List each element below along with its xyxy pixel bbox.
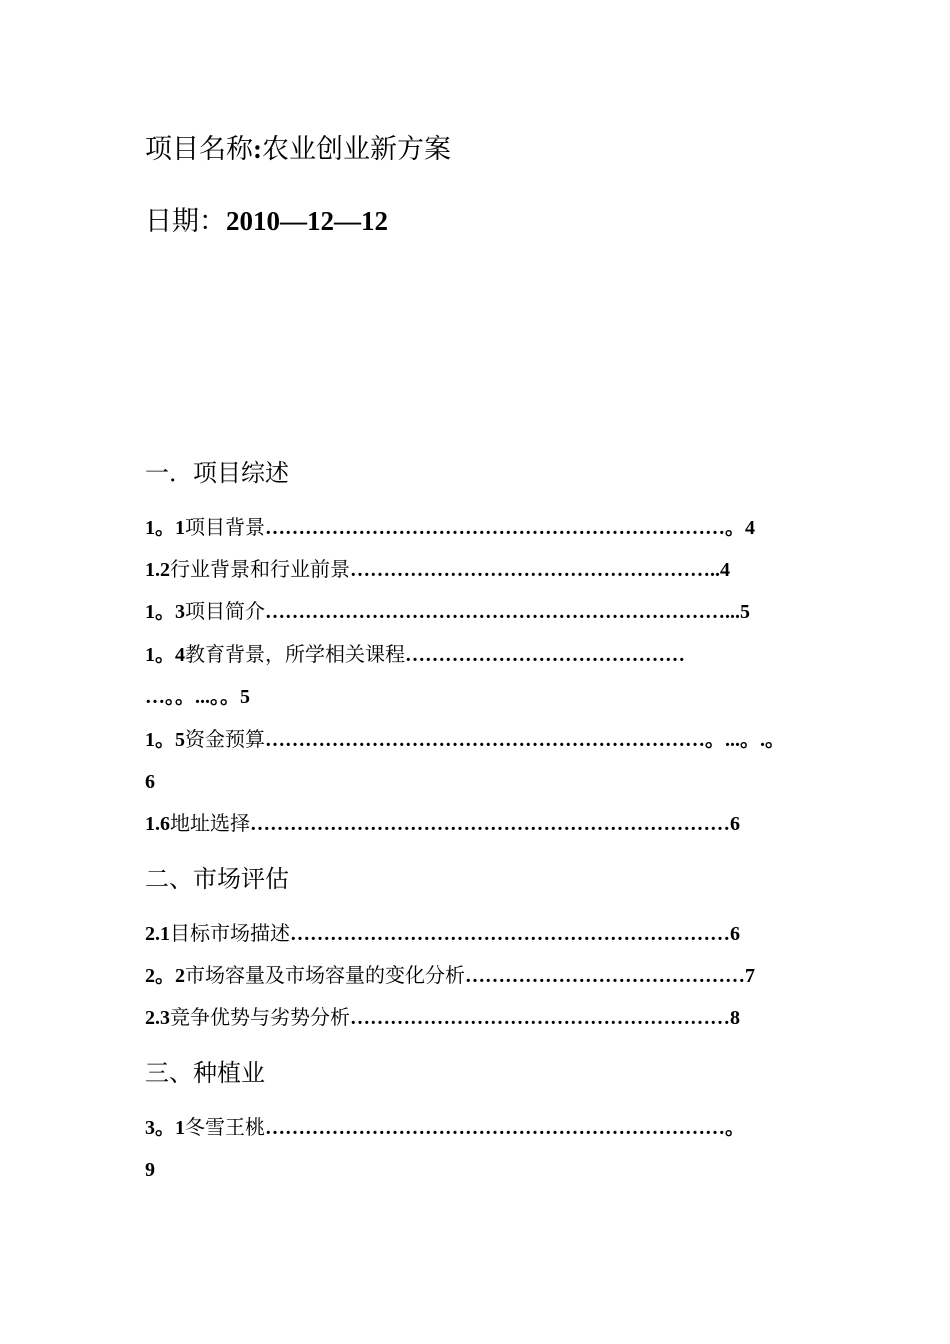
toc-entry-page: 8: [730, 1007, 740, 1029]
toc-entry[interactable]: [145, 921, 740, 947]
toc-entry-number: 1.2: [145, 559, 170, 581]
toc-entry[interactable]: [145, 1005, 740, 1031]
project-date: [145, 204, 388, 238]
toc-entry-continuation[interactable]: [145, 684, 250, 710]
toc-entry-number: 2.3: [145, 1007, 170, 1029]
toc-section-heading-3: 三、种植业: [145, 1061, 265, 1087]
toc-entry-text: 行业背景和行业前景: [170, 559, 350, 581]
project-date-label: 日期：: [145, 206, 226, 236]
toc-entry-text: 地址选择: [170, 813, 250, 835]
toc-entry-page: ..4: [710, 559, 730, 581]
toc-entry-number: 1。4: [145, 644, 185, 666]
toc-entry[interactable]: [145, 599, 750, 625]
toc-entry-number: 3。1: [145, 1117, 185, 1139]
toc-entry[interactable]: [145, 811, 740, 837]
toc-entry-text: 项目背景: [185, 517, 265, 539]
toc-entry-text: 项目简介: [185, 601, 265, 623]
project-title-colon: :: [253, 134, 262, 164]
toc-entry[interactable]: [145, 727, 785, 753]
toc-entry-page: 6: [730, 923, 740, 945]
toc-entry-text: 市场容量及市场容量的变化分析: [185, 965, 465, 987]
project-date-value: 2010—12—12: [226, 206, 388, 236]
toc-entry-number: 1。1: [145, 517, 185, 539]
toc-entry-text: 资金预算: [185, 729, 265, 751]
toc-entry-page: 6: [730, 813, 740, 835]
toc-entry-number: 1。5: [145, 729, 185, 751]
toc-entry-leader: …………………………………………………: [350, 1007, 730, 1029]
toc-entry-number: 1。3: [145, 601, 185, 623]
toc-entry[interactable]: [145, 963, 755, 989]
toc-entry-text: 冬雪王桃: [185, 1117, 265, 1139]
toc-entry[interactable]: [145, 557, 730, 583]
toc-entry-page: 。: [725, 1117, 745, 1139]
toc-entry-leader: …………………………………………………………: [265, 729, 705, 751]
toc-entry-leader: ……………………………………: [465, 965, 745, 987]
toc-entry-text: 教育背景，所学相关课程: [185, 644, 405, 666]
toc-entry-leader: …………………………………………………………: [290, 923, 730, 945]
toc-entry-page: 6: [145, 771, 155, 793]
toc-entry-page: 7: [745, 965, 755, 987]
toc-entry-page: 5: [240, 686, 250, 708]
toc-entry-page: ...5: [725, 601, 750, 623]
toc-entry-page: 。4: [725, 517, 755, 539]
toc-section-heading-2: 二、市场评估: [145, 867, 289, 893]
toc-entry-leader: ………………………………………………………………: [250, 813, 730, 835]
toc-entry-leader: ……………………………………: [405, 644, 685, 666]
toc-entry[interactable]: [145, 1115, 745, 1141]
toc-entry[interactable]: [145, 515, 755, 541]
toc-entry-leader: ……………………………………………………………: [265, 601, 725, 623]
toc-entry-leader: …。。...。。: [145, 686, 240, 708]
toc-entry-text: 竞争优势与劣势分析: [170, 1007, 350, 1029]
project-title: [145, 132, 451, 166]
toc-entry-leader: ………………………………………………: [350, 559, 710, 581]
toc-entry-number: 1.6: [145, 813, 170, 835]
toc-entry-number: 2.1: [145, 923, 170, 945]
toc-entry-text: 目标市场描述: [170, 923, 290, 945]
toc-entry-continuation[interactable]: [145, 769, 155, 795]
toc-entry-number: 2。2: [145, 965, 185, 987]
project-title-label: 项目名称: [145, 134, 253, 164]
toc-entry-leader: ……………………………………………………………: [265, 517, 725, 539]
toc-entry-continuation[interactable]: [145, 1157, 155, 1183]
toc-entry-leader: ……………………………………………………………: [265, 1117, 725, 1139]
project-title-name: 农业创业新方案: [262, 134, 451, 164]
toc-entry-page: 。...。.。: [705, 729, 785, 751]
toc-entry-page: 9: [145, 1159, 155, 1181]
toc-entry[interactable]: [145, 642, 685, 668]
toc-section-heading-1: 一．项目综述: [145, 461, 289, 487]
